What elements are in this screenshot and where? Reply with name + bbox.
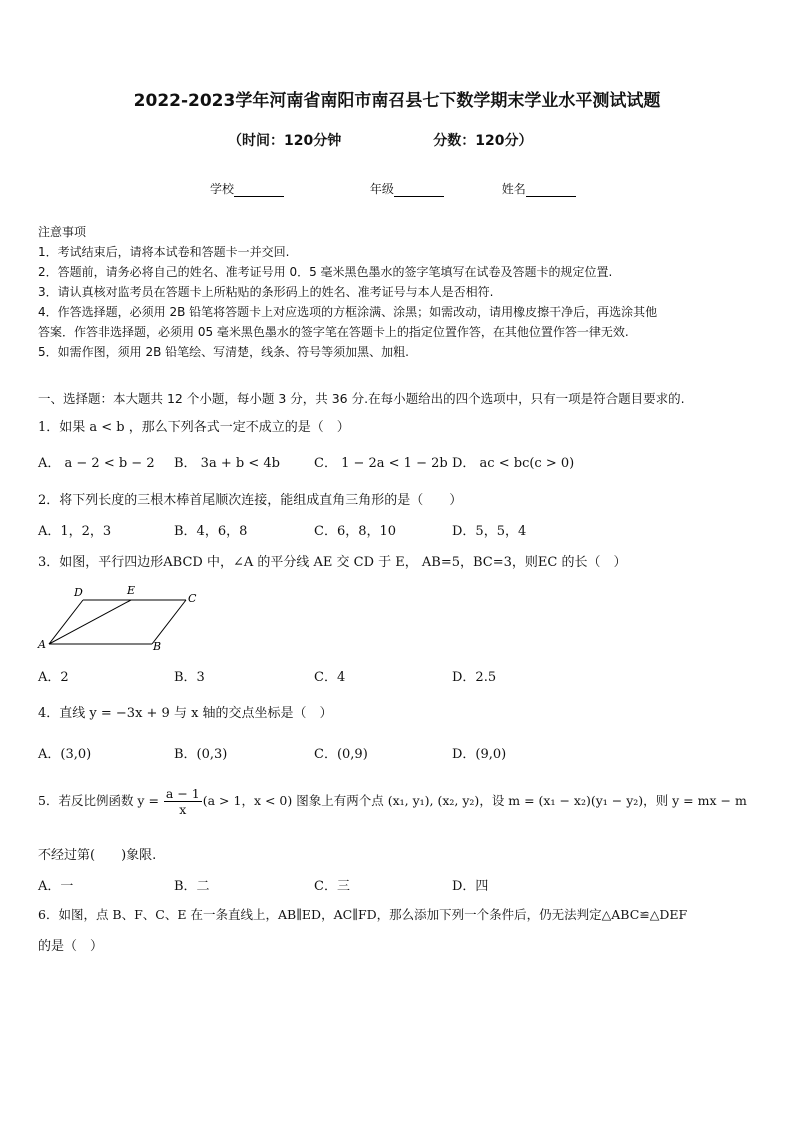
question-5-stem-cont: 不经过第( )象限.	[38, 848, 157, 863]
label-b: B	[153, 640, 162, 653]
q5-option-d[interactable]: D．四	[452, 879, 489, 894]
school-field: 学校	[210, 180, 284, 197]
name-field: 姓名	[502, 180, 576, 197]
fraction: $\frac{a - 1}{x}$	[165, 786, 200, 817]
question-2-stem: 2．将下列长度的三根木棒首尾顺次连接，能组成直角三角形的是（ ）	[38, 493, 463, 508]
notice-item: 3．请认真核对监考员在答题卡上所粘贴的条形码上的姓名、准考证号与本人是否相符.	[38, 285, 494, 299]
q2-option-a[interactable]: A．1，2，3	[38, 524, 112, 539]
q2-option-d[interactable]: D．5，5，4	[452, 524, 527, 539]
q1-option-c[interactable]: C． 1 − 2a < 1 − 2b	[314, 456, 448, 471]
segment-da	[49, 600, 83, 644]
notice-item: 4．作答选择题，必须用 2B 铅笔将答题卡上对应选项的方框涂满、涂黑；如需改动，请用橡皮擦干净后，再选涂其他	[38, 305, 658, 319]
q1-option-b[interactable]: B． 3a + b < 4b	[174, 456, 280, 471]
q1-option-d[interactable]: D． ac < bc(c > 0)	[452, 456, 575, 471]
notice-block	[38, 222, 758, 362]
q2-option-b[interactable]: B．4，6，8	[174, 524, 248, 539]
q2-option-c[interactable]: C．6，8，10	[314, 524, 397, 539]
exam-score: 分数：120分）	[433, 133, 533, 149]
question-6-stem: 6．如图，点 B、F、C、E 在一条直线上，AB∥ED，AC∥FD，那么添加下列一个条件后，仍无法判定△ABC≌△DEF	[38, 907, 688, 922]
label-d: D	[74, 586, 83, 599]
q4-option-c[interactable]: C．(0,9)	[314, 747, 368, 762]
notice-item: 5．如需作图，须用 2B 铅笔绘、写清楚，线条、符号等须加黑、加粗.	[38, 345, 409, 359]
q4-option-b[interactable]: B．(0,3)	[174, 747, 228, 762]
segment-bc	[152, 600, 186, 644]
q3-option-a[interactable]: A．2	[38, 670, 69, 685]
q3-option-c[interactable]: C．4	[314, 670, 346, 685]
label-c: C	[188, 592, 197, 605]
school-blank[interactable]	[234, 184, 284, 197]
notice-item: 2．答题前，请务必将自己的姓名、准考证号用 0．5 毫米黑色墨水的签字笔填写在试卷及答题卡的规定位置.	[38, 265, 613, 279]
q5-option-c[interactable]: C．三	[314, 879, 350, 894]
student-fields	[210, 180, 630, 197]
q3-option-d[interactable]: D．2.5	[452, 670, 497, 685]
q3-option-b[interactable]: B．3	[174, 670, 205, 685]
exam-info	[228, 130, 532, 150]
notice-item: 答案．作答非选择题，必须用 05 毫米黑色墨水的签字笔在答题卡上的指定位置作答，在其他位置作答一律无效.	[38, 325, 629, 339]
label-e: E	[127, 584, 136, 597]
q1-option-a[interactable]: A． a − 2 < b − 2	[38, 456, 155, 471]
q4-option-a[interactable]: A．(3,0)	[38, 747, 92, 762]
label-a: A	[38, 638, 46, 651]
name-blank[interactable]	[526, 184, 576, 197]
page-title: 2022-2023学年河南省南阳市南召县七下数学期末学业水平测试试题	[133, 91, 661, 111]
notice-item: 1．考试结束后，请将本试卷和答题卡一并交回.	[38, 245, 290, 259]
question-6-stem-cont: 的是（ ）	[38, 939, 104, 954]
grade-blank[interactable]	[394, 184, 444, 197]
question-1-stem: 1．如果 a < b ，那么下列各式一定不成立的是（ ）	[38, 420, 350, 435]
notice-heading: 注意事项	[38, 225, 87, 239]
question-5-stem: 5．若反比例函数 y = $\frac{a - 1}{x}$ (a > 1，x < 0) 图象上有两个点 (x₁, y₁), (x₂, y₂)，设 m = (x₁ − x₂)(y₁ − y₂)，则 y = mx − m	[38, 786, 747, 817]
parallelogram-figure	[36, 582, 206, 654]
grade-field: 年级	[370, 180, 444, 197]
q5-option-a[interactable]: A．一	[38, 879, 74, 894]
q4-option-d[interactable]: D．(9,0)	[452, 747, 507, 762]
segment-ae	[49, 600, 131, 644]
question-4-stem: 4．直线 y = −3x + 9 与 x 轴的交点坐标是（ ）	[38, 706, 333, 721]
exam-time: （时间：120分钟	[228, 133, 342, 149]
question-3-stem: 3．如图，平行四边形ABCD 中，∠A 的平分线 AE 交 CD 于 E， AB=5，BC=3，则EC 的长（ ）	[38, 555, 627, 570]
q5-option-b[interactable]: B．二	[174, 879, 210, 894]
section-heading: 一、选择题：本大题共 12 个小题，每小题 3 分，共 36 分.在每小题给出的四个选项中，只有一项是符合题目要求的.	[38, 391, 685, 406]
